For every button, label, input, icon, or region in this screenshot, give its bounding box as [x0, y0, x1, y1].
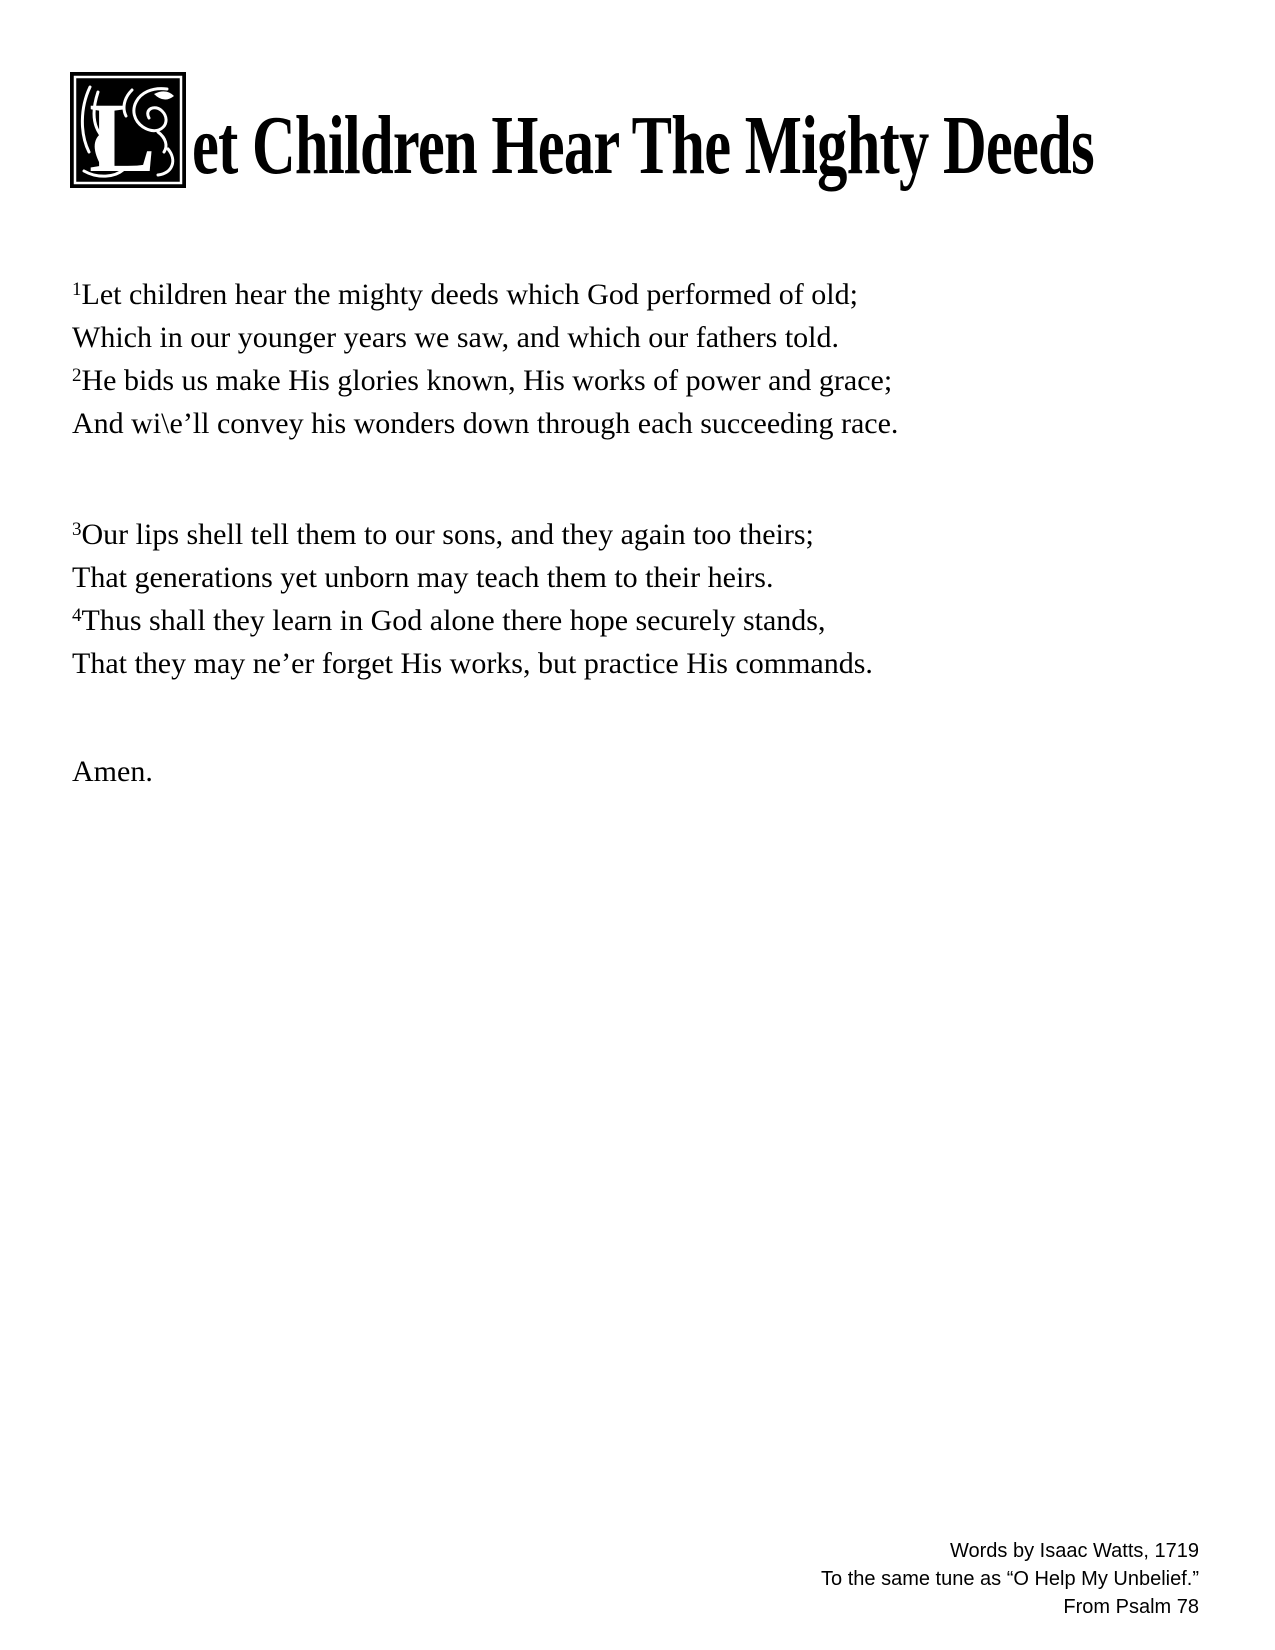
verse-line	[72, 357, 898, 400]
verse-number: 3	[72, 519, 82, 540]
ornate-drop-cap-L-icon	[70, 72, 186, 188]
verse-text: Our lips shell tell them to our sons, and they again too theirs;	[81, 518, 814, 551]
attribution-author: Words by Isaac Watts, 1719	[950, 1540, 1199, 1562]
verse-text: Let children hear the mighty deeds which God performed of old;	[81, 278, 858, 311]
verse-line	[72, 554, 873, 597]
verse-line	[72, 640, 873, 683]
verse-text: Thus shall they learn in God alone there hope securely stands,	[81, 604, 826, 637]
verse-line	[72, 271, 898, 314]
verse-text: He bids us make His glories known, His works of power and grace;	[81, 364, 893, 397]
verse-line	[72, 400, 898, 443]
verse-number: 2	[72, 365, 82, 386]
verse-line	[72, 597, 873, 640]
attribution-tune: To the same tune as “O Help My Unbelief.”	[821, 1568, 1199, 1590]
verse-text: That they may ne’er forget His works, but practice His commands.	[72, 647, 873, 680]
verse-number: 1	[72, 279, 82, 300]
verse-number: 4	[72, 605, 82, 626]
page-title: et Children Hear The Mighty Deeds	[192, 99, 1094, 192]
stanza-1	[72, 271, 898, 443]
verse-text: Which in our younger years we saw, and which our fathers told.	[72, 321, 839, 354]
attribution-footer	[821, 1537, 1199, 1621]
verse-text: That generations yet unborn may teach them to their heirs.	[72, 561, 774, 594]
verse-line	[72, 511, 873, 554]
amen-text: Amen.	[72, 755, 153, 788]
attribution-source: From Psalm 78	[1063, 1596, 1199, 1618]
verse-text: And wi\e’ll convey his wonders down through each succeeding race.	[72, 407, 899, 440]
stanza-2	[72, 511, 873, 683]
verse-line	[72, 314, 898, 357]
drop-cap-letter: L	[89, 82, 156, 188]
